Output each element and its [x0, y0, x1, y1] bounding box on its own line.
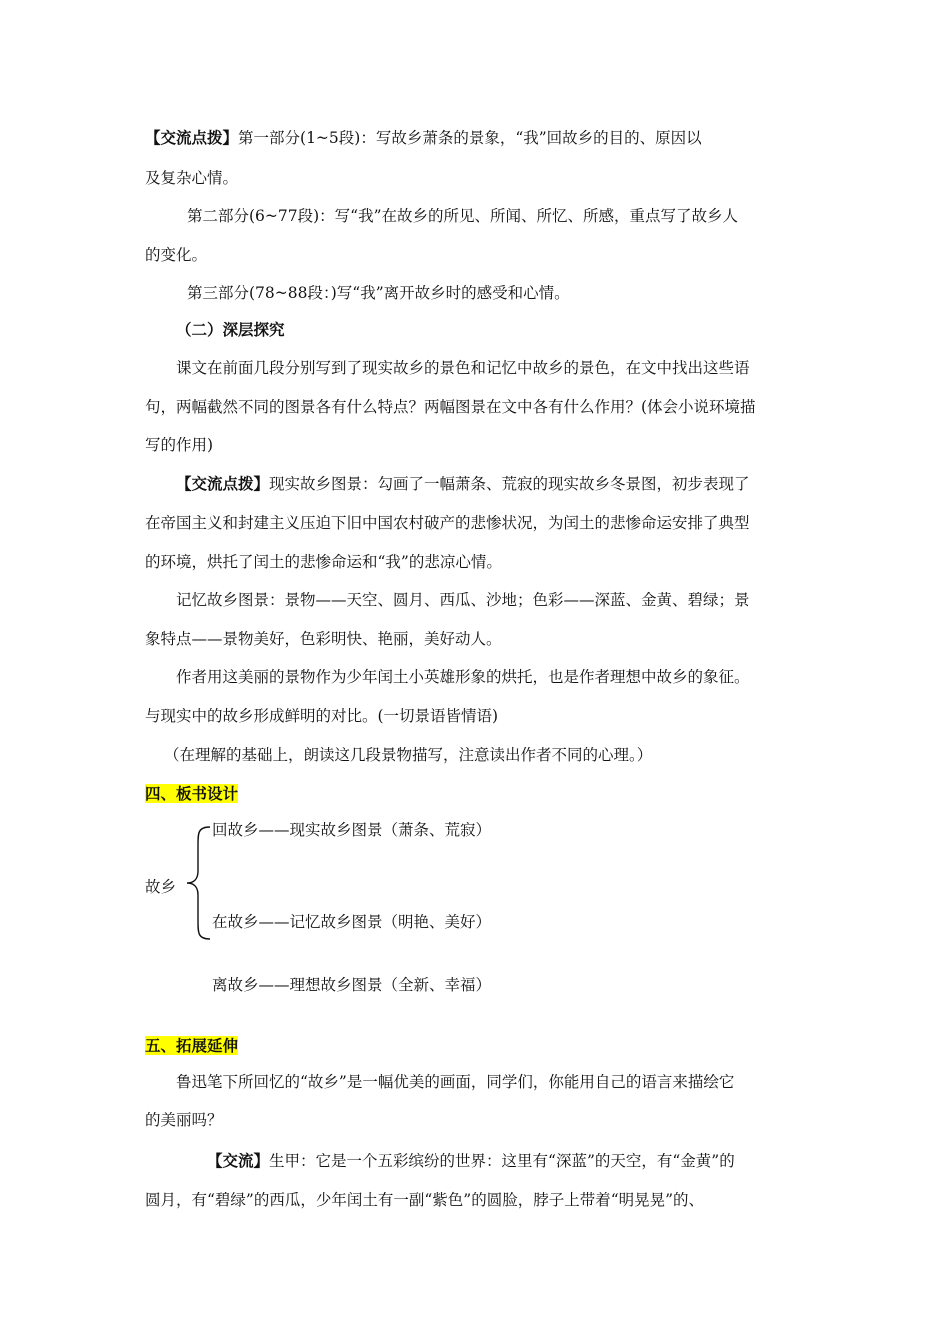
board-branch-leave: 离故乡——理想故乡图景（全新、幸福）	[212, 976, 492, 994]
board-branch-return: 回故乡——现实故乡图景（萧条、荒寂）	[212, 821, 492, 839]
board-design-heading-line	[145, 784, 238, 804]
curly-brace-icon	[184, 825, 214, 941]
extension-line-1	[176, 1072, 734, 1092]
extension-text-1b: 一幅优美的画面，同学们，你能用自己的语言来描绘它	[362, 1073, 735, 1091]
answer-line-3: 的环境，烘托了闰土的悲惨命运和“我”的悲凉心情。	[145, 553, 502, 571]
board-design-heading: 四、板书设计	[145, 784, 239, 803]
answer-line-1	[176, 474, 750, 494]
question-line-1: 课文在前面几段分别写到了现实故乡的景色和记忆中故乡的景色，在文中找出这些语	[176, 359, 750, 377]
answer-line-2: 在帝国主义和封建主义压迫下旧中国农村破产的悲惨状况，为闰土的悲惨命运安排了典型	[145, 514, 750, 532]
answer-text-1: 现实故乡图景：勾画了一幅萧条、荒寂的现实故乡冬景图，初步表现了	[269, 475, 750, 493]
exchange-text-1: 生甲：它是一个五彩缤纷的世界：这里有“深蓝”的天空，有“金黄”的	[269, 1152, 735, 1170]
paragraph-part2-cont: 的变化。	[145, 246, 208, 264]
paragraph-part3: 第三部分(78~88段：)写“我”离开故乡时的感受和心情。	[187, 284, 570, 302]
extension-text-1a: 鲁迅笔下所回忆的“故乡”是	[176, 1073, 363, 1091]
extension-heading-line	[145, 1036, 238, 1056]
reading-note: （在理解的基础上，朗读这几段景物描写，注意读出作者不同的心理。）	[164, 746, 653, 764]
extension-heading: 五、拓展延伸	[145, 1036, 239, 1055]
memory-line-1: 记忆故乡图景：景物——天空、圆月、西瓜、沙地；色彩——深蓝、金黄、碧绿；景	[176, 591, 750, 609]
extension-line-2: 的美丽吗？	[145, 1111, 223, 1129]
paragraph-part2: 第二部分(6~77段)：写“我”在故乡的所见、所闻、所忆、所感，重点写了故乡人	[187, 207, 739, 225]
paragraph-part1	[145, 128, 702, 148]
question-line-2: 句，两幅截然不同的图景各有什么特点？两幅图景在文中各有什么作用？(体会小说环境描	[145, 398, 756, 416]
deep-inquiry-heading: （二）深层探究	[176, 320, 285, 339]
part1-text: 第一部分(1~5段)：写故乡萧条的景象，“我”回故乡的目的、原因以	[238, 129, 702, 147]
exchange-line-1	[207, 1151, 735, 1171]
paragraph-part1-cont: 及复杂心情。	[145, 169, 239, 187]
contrast-line-2: 与现实中的故乡形成鲜明的对比。(一切景语皆情语)	[145, 707, 499, 725]
memory-line-2: 象特点——景物美好，色彩明快、艳丽，美好动人。	[145, 630, 502, 648]
board-root: 故乡	[145, 878, 177, 896]
question-line-3: 写的作用)	[145, 436, 214, 454]
answer-label: 【交流点拨】	[176, 474, 270, 493]
exchange-label: 【交流点拨】	[145, 128, 239, 147]
exchange-line-2: 圆月，有“碧绿”的西瓜，少年闰土有一副“紫色”的圆脸，脖子上带着“明晃晃”的、	[145, 1191, 705, 1209]
board-branch-in: 在故乡——记忆故乡图景（明艳、美好）	[212, 913, 492, 931]
contrast-line-1: 作者用这美丽的景物作为少年闰土小英雄形象的烘托，也是作者理想中故乡的象征。	[176, 668, 750, 686]
exchange-label-2: 【交流】	[207, 1151, 270, 1170]
